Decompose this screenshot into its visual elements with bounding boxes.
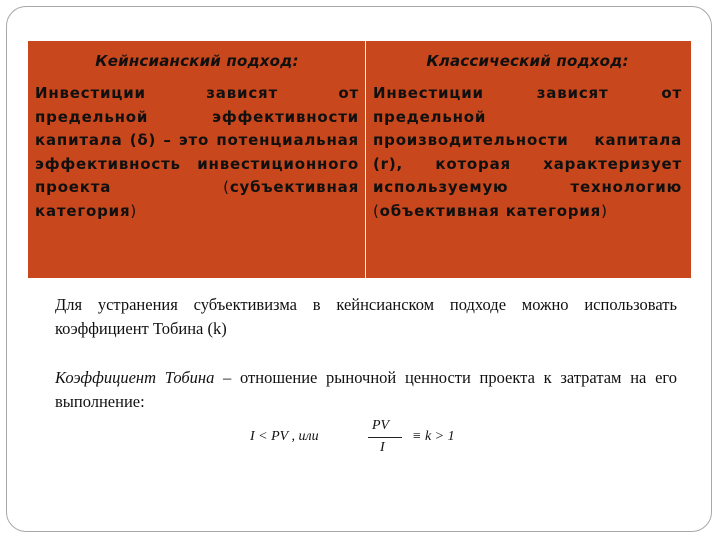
keynesian-body (35, 82, 359, 223)
tobin-definition: – отношение рыночной ценности проекта к затратам на его выполнение: (55, 368, 678, 411)
comparison-table (28, 41, 691, 278)
keynesian-body-text: Инвестиции зависят от предельной эффективности капитала (δ) – это потенциальная эффективность инвестиционного проекта (35, 84, 359, 196)
keynesian-header: Кейнсианский подход: (95, 52, 299, 70)
keynesian-paren-close: ) (130, 201, 138, 220)
formula-numerator: PV (372, 418, 390, 433)
classical-body (373, 82, 682, 223)
classical-paren-close: ) (601, 201, 608, 220)
keynesian-column (28, 41, 366, 278)
keynesian-paren-open: ( (223, 178, 230, 196)
formula-left: I < PV , или (250, 429, 319, 444)
classical-category: объективная категория (379, 201, 602, 220)
keynesian-category: субъективная категория (35, 178, 359, 220)
classical-column (366, 41, 691, 278)
tobin-definition-paragraph (55, 366, 677, 414)
classical-header: Классический подход: (426, 52, 629, 70)
tobin-term: Коэффициент Тобина (55, 368, 215, 387)
formula-denominator: I (380, 440, 385, 455)
classical-paren-open: ( (373, 201, 380, 220)
classical-body-text: Инвестиции зависят от предельной производительности капитала (r), которая характеризует используемую технологию (373, 84, 682, 196)
formula-right: ≡ k > 1 (412, 429, 455, 444)
formula-fraction-bar (368, 437, 402, 438)
tobin-intro-paragraph: Для устранения субъективизма в кейнсианском подходе можно использовать коэффициент Тобина (k) (55, 295, 677, 338)
